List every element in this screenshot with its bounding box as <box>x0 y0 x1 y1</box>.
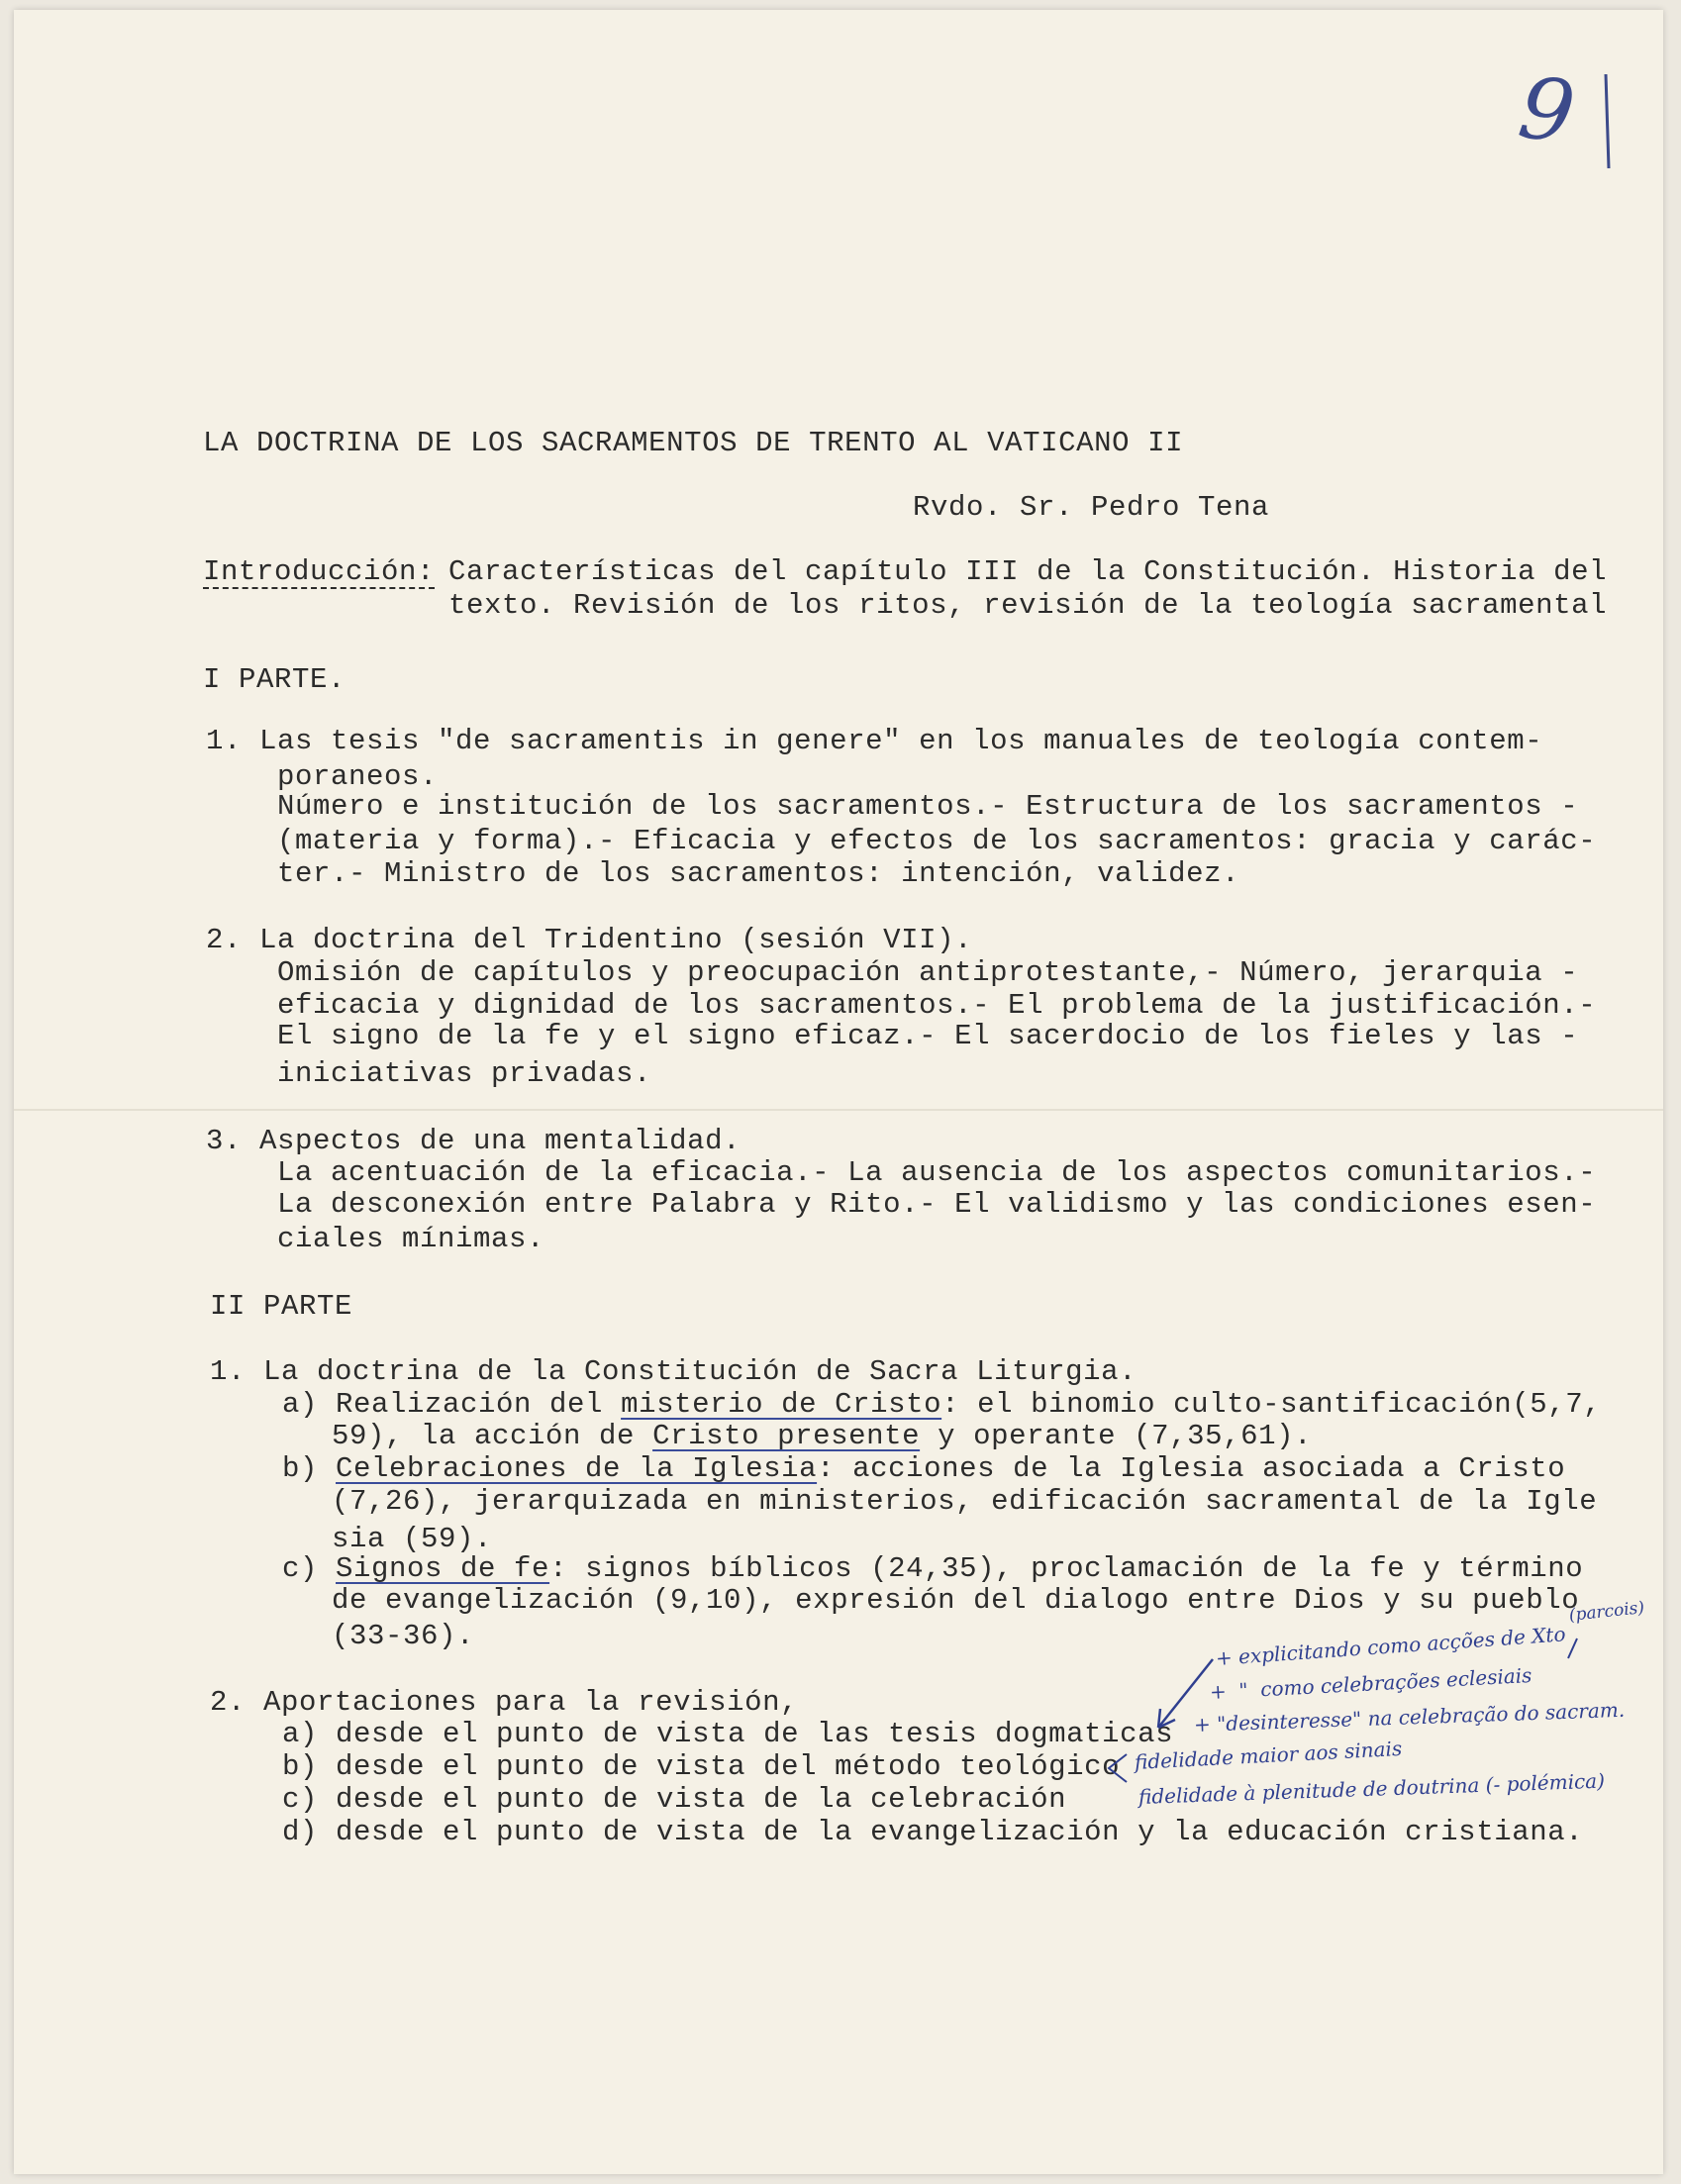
part1-item1-line3: Número e institución de los sacramentos.- Estructura de los sacramentos - <box>277 790 1579 823</box>
part2-item1-a-line2 <box>332 1420 1312 1453</box>
part2-item1-c-line2: de evangelización (9,10), expresión del dialogo entre Dios y su pueblo <box>332 1584 1580 1617</box>
part1-item3-line4: ciales mínimas. <box>277 1223 545 1255</box>
a1-prefix: a) Realización del <box>282 1388 622 1421</box>
part2-item1-c-line1 <box>282 1552 1583 1586</box>
page-number: 9 <box>1513 57 1581 164</box>
c1-underlined: Signos de fe <box>336 1552 550 1585</box>
part2-item2-d: d) desde el punto de vista de la evangelización y la educación cristiana. <box>282 1816 1584 1848</box>
c1-suffix: : signos bíblicos (24,35), proclamación de la fe y término <box>549 1552 1584 1585</box>
a2-prefix: 59), la acción de <box>332 1420 653 1452</box>
a2-suffix: y operante (7,35,61). <box>920 1420 1313 1452</box>
handwritten-note-3: + "desinteresse" na celebração do sacram. <box>1193 1697 1626 1737</box>
a2-underlined: Cristo presente <box>652 1420 921 1452</box>
document-title: LA DOCTRINA DE LOS SACRAMENTOS DE TRENTO AL VATICANO II <box>203 427 1184 459</box>
part1-item3-line2: La acentuación de la eficacia.- La ausencia de los aspectos comunitarios.- <box>277 1156 1597 1189</box>
a1-underlined: misterio de Cristo <box>621 1388 942 1421</box>
part1-item2-line4: El signo de la fe y el signo eficaz.- El sacerdocio de los fieles y las - <box>277 1020 1579 1052</box>
part1-item1-line5: ter.- Ministro de los sacramentos: intención, validez. <box>277 857 1240 890</box>
fold-line <box>14 1109 1663 1111</box>
b1-prefix: b) <box>282 1452 337 1485</box>
part2-item1-a-line1 <box>282 1388 1601 1422</box>
part1-item3-line1: 3. Aspectos de una mentalidad. <box>206 1125 742 1157</box>
c1-prefix: c) <box>282 1552 337 1585</box>
b1-suffix: : acciones de la Iglesia asociada a Cristo <box>817 1452 1566 1485</box>
author-line: Rvdo. Sr. Pedro Tena <box>913 491 1270 524</box>
part2-item2-b: b) desde el punto de vista del método teológico <box>282 1750 1121 1783</box>
a1-suffix: : el binomio culto-santificación(5,7, <box>941 1388 1602 1421</box>
part2-item1-b-line2: (7,26), jerarquizada en ministerios, edificación sacramental de la Igle <box>332 1485 1598 1518</box>
intro-label: Introducción: <box>203 555 436 588</box>
part2-item1-b-line1 <box>282 1452 1565 1486</box>
part1-item2-line1: 2. La doctrina del Tridentino (sesión VII). <box>206 924 973 956</box>
intro-line-1: Características del capítulo III de la Constitución. Historia del <box>448 555 1608 588</box>
handwritten-note-1: + explicitando como acções de Xto <box>1215 1622 1567 1670</box>
part2-item2-line1: 2. Aportaciones para la revisión, <box>210 1686 799 1719</box>
part2-heading: II PARTE <box>210 1290 353 1323</box>
handwritten-note-4: fidelidade maior aos sinais <box>1134 1736 1403 1774</box>
part1-item1-line2: poraneos. <box>277 760 439 793</box>
part2-item1-b-line3: sia (59). <box>332 1523 493 1555</box>
part1-item1-line4: (materia y forma).- Eficacia y efectos de los sacramentos: gracia y carác- <box>277 825 1597 857</box>
part1-item2-line2: Omisión de capítulos y preocupación antiprotestante,- Número, jerarquia - <box>277 956 1579 989</box>
part1-item2-line3: eficacia y dignidad de los sacramentos.- El problema de la justificación.- <box>277 989 1597 1022</box>
handwritten-note-parens: (parcois) <box>1567 1598 1645 1626</box>
part2-item2-c: c) desde el punto de vista de la celebración <box>282 1783 1067 1816</box>
intro-line-2: texto. Revisión de los ritos, revisión de la teología sacramental <box>448 589 1608 622</box>
part2-item1-line1: 1. La doctrina de la Constitución de Sacra Liturgia. <box>210 1355 1137 1388</box>
part1-item2-line5: iniciativas privadas. <box>277 1057 652 1090</box>
part1-item3-line3: La desconexión entre Palabra y Rito.- El validismo y las condiciones esen- <box>277 1188 1597 1221</box>
handwritten-note-2: + " como celebrações eclesiais <box>1209 1662 1533 1704</box>
part2-item1-c-line3: (33-36). <box>332 1620 475 1652</box>
part2-item2-a: a) desde el punto de vista de las tesis dogmaticas <box>282 1718 1174 1750</box>
part1-item1-line1: 1. Las tesis "de sacramentis in genere" en los manuales de teología contem- <box>206 725 1543 757</box>
part1-heading: I PARTE. <box>203 663 346 696</box>
b1-underlined: Celebraciones de la Iglesia <box>336 1452 818 1485</box>
paper-sheet <box>14 10 1663 2174</box>
handwritten-note-5: fidelidade à plenitude de doutrina (- polémica) <box>1137 1768 1606 1809</box>
